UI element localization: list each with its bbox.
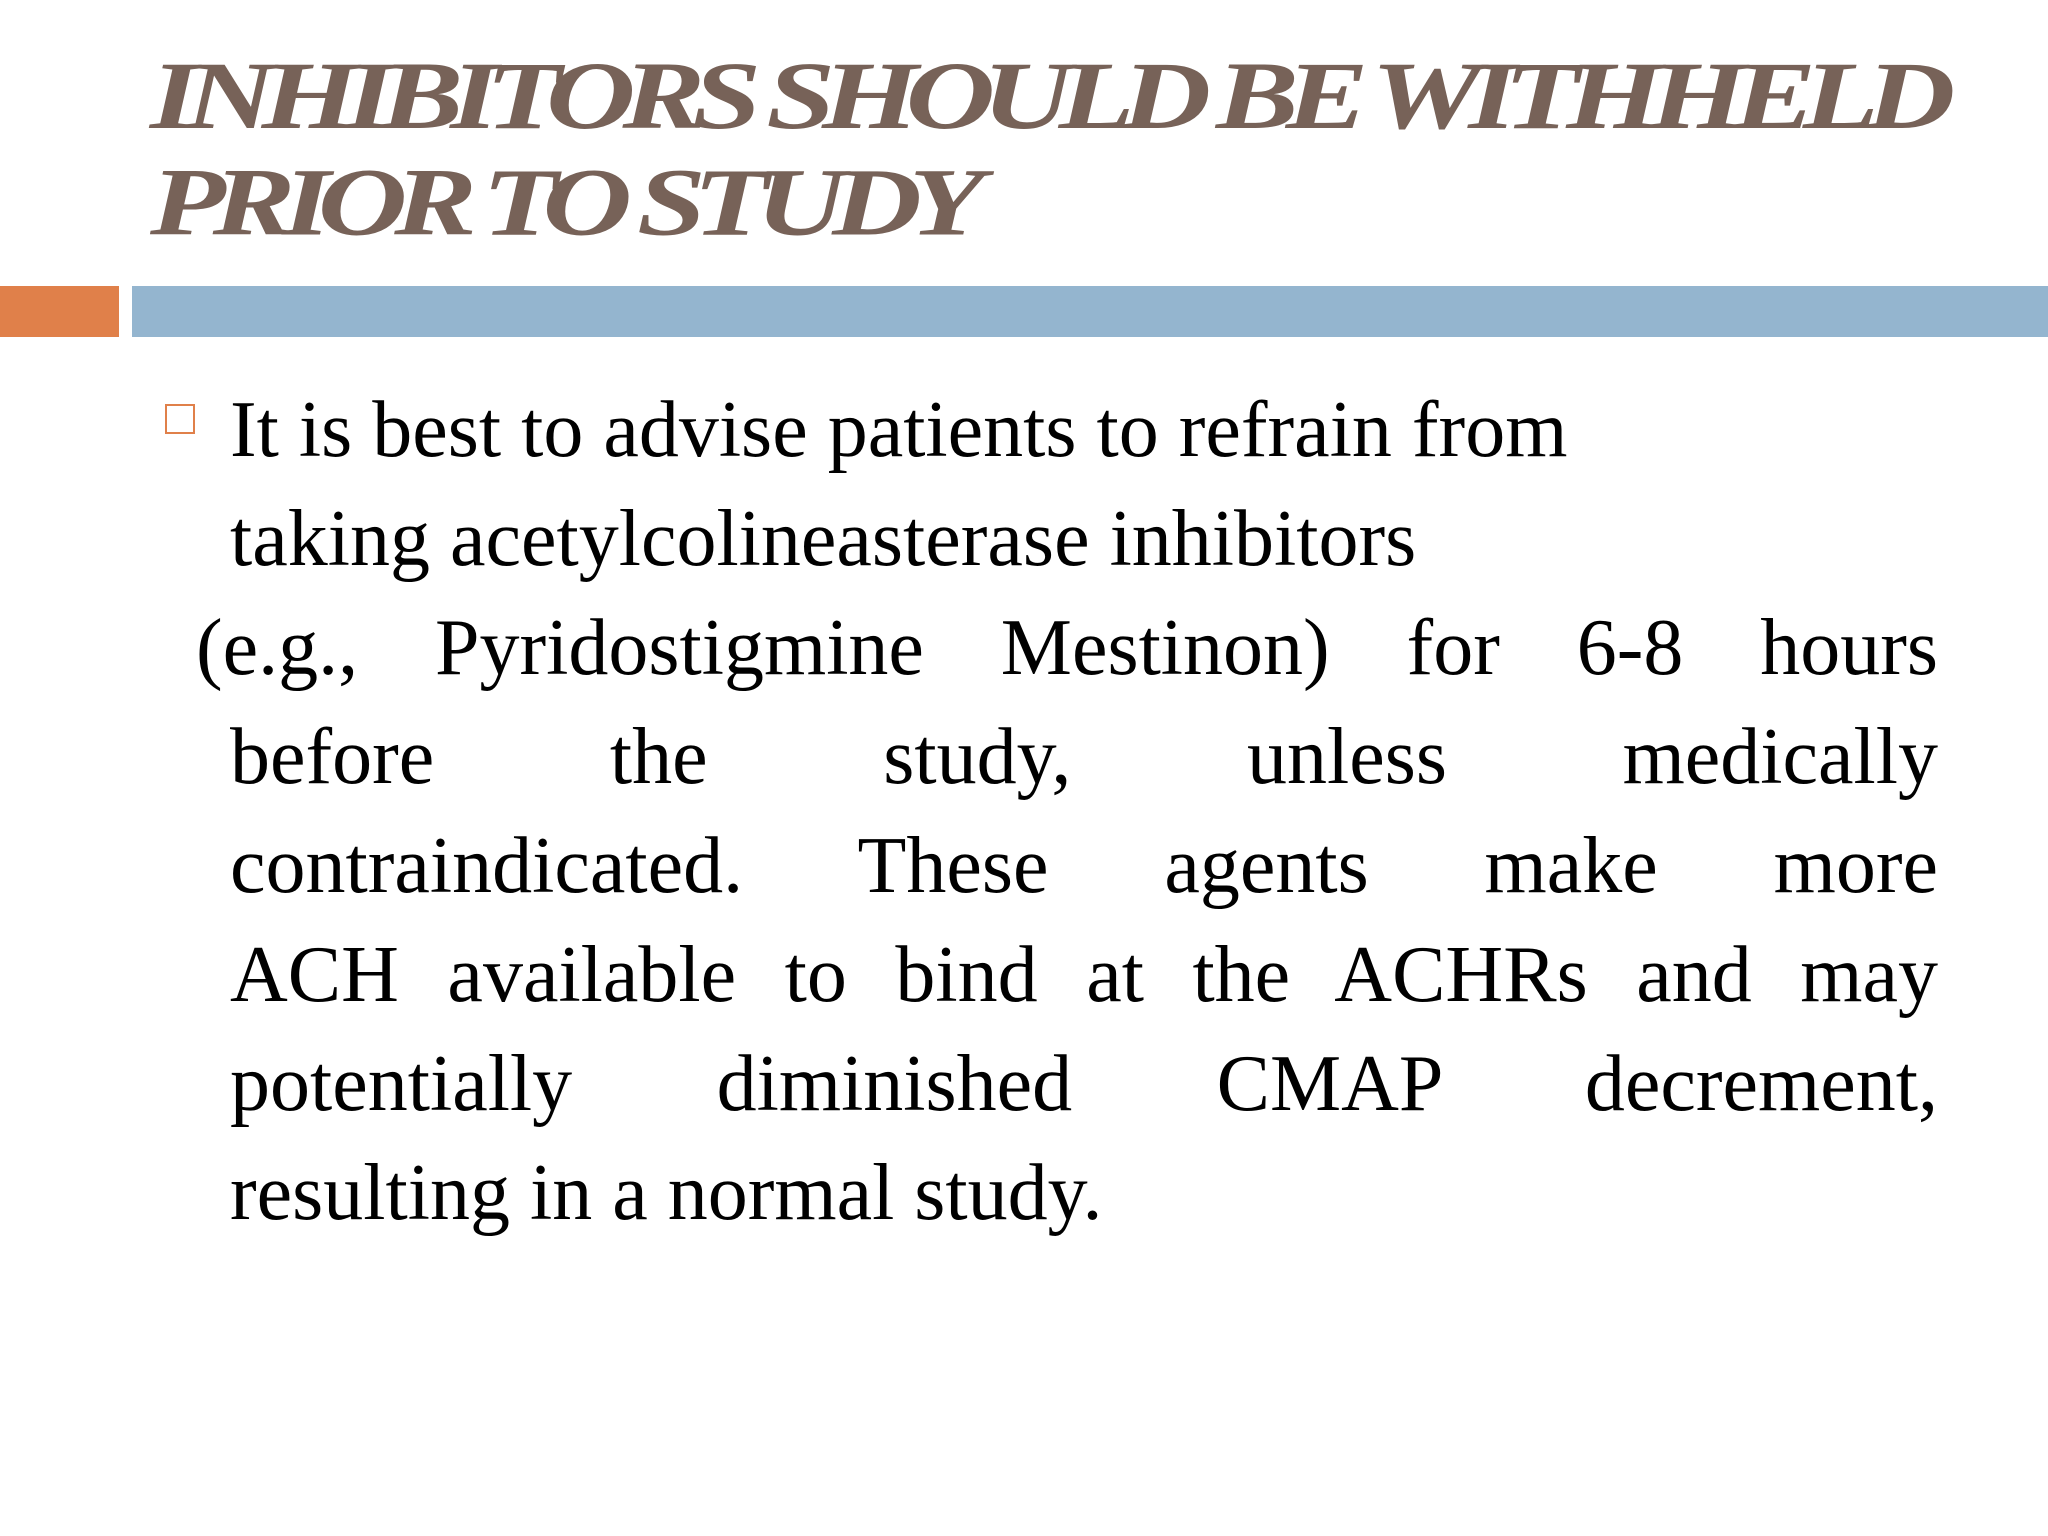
bullet-line: taking acetylcolineasterase inhibitors (230, 495, 1417, 583)
bullet-line: ACH available to bind at the ACHRs and may (230, 931, 1938, 1019)
bullet-line: It is best to advise patients to refrain from (230, 386, 1568, 474)
bullet-line: (e.g., Pyridostigmine Mestinon) for 6-8 hours (196, 604, 1938, 692)
bullet-line: resulting in a normal study. (230, 1149, 1103, 1237)
slide-title-line: INHIBITORS SHOULD BE WITHHELD (150, 42, 1943, 149)
slide-title-line: PRIOR TO STUDY (150, 148, 972, 256)
bullet-line: before the study, unless medically (230, 713, 1938, 801)
bullet-line: contraindicated. These agents make more (230, 822, 1938, 910)
bullet-line: potentially diminished CMAP decrement, (230, 1040, 1938, 1128)
